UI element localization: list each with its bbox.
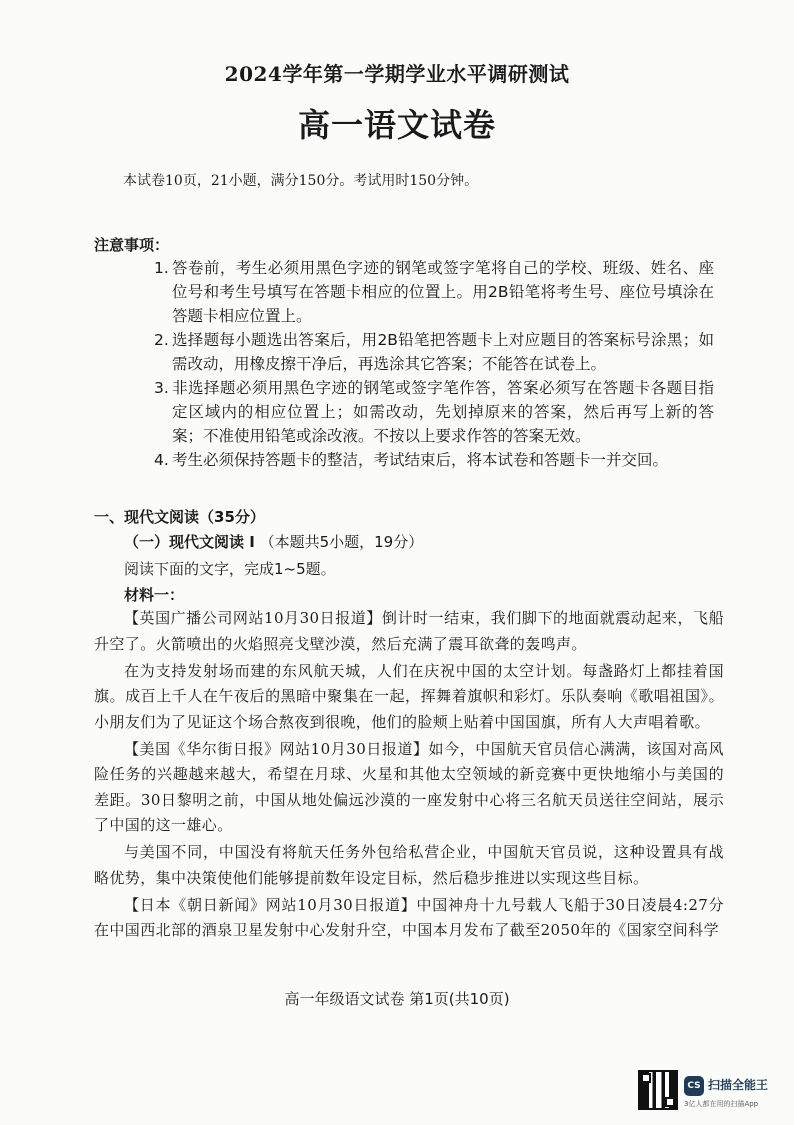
page-footer: 高一年级语文试卷 第1页(共10页): [284, 990, 510, 1008]
notice-text: 非选择题必须用黑色字迹的钢笔或签字笔作答，答案必须写在答题卡各题目指定区域内的相应位置上；如需改动，先划掉原来的答案，然后再写上新的答案；不准使用铅笔或涂改液。不按以上要求作答的答案无效。: [172, 379, 714, 445]
notice-number: 1.: [154, 259, 169, 277]
exam-info: 本试卷10页，21小题，满分150分。考试用时150分钟。: [123, 173, 479, 189]
notice-item: [154, 376, 714, 448]
notice-text: 答卷前，考生必须用黑色字迹的钢笔或签字笔将自己的学校、班级、姓名、座位号和考生号填写在答题卡相应的位置上。用2B铅笔将考生号、座位号填涂在答题卡相应位置上。: [172, 259, 714, 325]
qr-code-icon: [638, 1070, 678, 1110]
material-paragraph: 在为支持发射场而建的东风航天城，人们在庆祝中国的太空计划。每盏路灯上都挂着国旗。成百上千人在午夜后的黑暗中聚集在一起，挥舞着旗帜和彩灯。乐队奏响《歌唱祖国》。小朋友们为了见证这个场合熬夜到很晚，他们的脸颊上贴着中国国旗，所有人大声唱着歌。: [94, 661, 724, 731]
material-paragraph: 【日本《朝日新闻》网站10月30日报道】中国神舟十九号载人飞船于30日凌晨4:27分在中国西北部的酒泉卫星发射中心发射升空，中国本月发布了截至2050年的《国家空间科学: [94, 895, 724, 939]
material-paragraph: 与美国不同，中国没有将航天任务外包给私营企业，中国航天官员说，这种设置具有战略优势，集中决策使他们能够提前数年设定目标，然后稳步推进以实现这些目标。: [94, 843, 724, 887]
material-paragraph: 【英国广播公司网站10月30日报道】倒计时一结束，我们脚下的地面就震动起来，飞船升空了。火箭喷出的火焰照亮戈壁沙漠，然后充满了震耳欲聋的轰鸣声。: [94, 609, 724, 653]
notice-number: 2.: [154, 331, 169, 349]
notice-heading: 注意事项：: [94, 236, 170, 254]
subsection-note: （本题共5小题，19分）: [259, 533, 424, 551]
subsection-heading: [124, 531, 423, 552]
exam-subtitle: 高一语文试卷: [297, 106, 496, 144]
notice-item: [154, 448, 714, 472]
reading-instruction: 阅读下面的文字，完成1~5题。: [124, 560, 336, 578]
notice-number: 4.: [154, 451, 169, 469]
notice-number: 3.: [154, 379, 169, 397]
notice-item: [154, 256, 714, 328]
notice-item: [154, 328, 714, 376]
exam-title: 2024学年第一学期学业水平调研测试: [224, 62, 570, 86]
camscanner-name: 扫描全能王: [708, 1078, 769, 1092]
camscanner-logo-icon: CS: [684, 1076, 704, 1096]
material-paragraph: 【美国《华尔街日报》网站10月30日报道】如今，中国航天官员信心满满，该国对高风险任务的兴趣越来越大，希望在月球、火星和其他太空领域的新竞赛中更快地缩小与美国的差距。30日黎明之前，中国从地处偏远沙漠的一座发射中心将三名航天员送往空间站，展示了中国的这一雄心。: [94, 739, 724, 834]
scanner-watermark: [638, 1070, 788, 1114]
subsection-title: （一）现代文阅读 I: [124, 533, 255, 551]
material-text: [94, 606, 724, 945]
material-label: 材料一：: [124, 586, 185, 604]
notice-text: 考生必须保持答题卡的整洁，考试结束后，将本试卷和答题卡一并交回。: [172, 451, 669, 469]
notice-list: [154, 256, 714, 472]
section-heading: 一、现代文阅读（35分）: [94, 508, 265, 526]
notice-text: 选择题每小题选出答案后，用2B铅笔把答题卡上对应题目的答案标号涂黑；如需改动，用橡皮擦干净后，再选涂其它答案；不能答在试卷上。: [172, 331, 714, 373]
camscanner-tagline: 3亿人都在用的扫描App: [684, 1100, 759, 1108]
